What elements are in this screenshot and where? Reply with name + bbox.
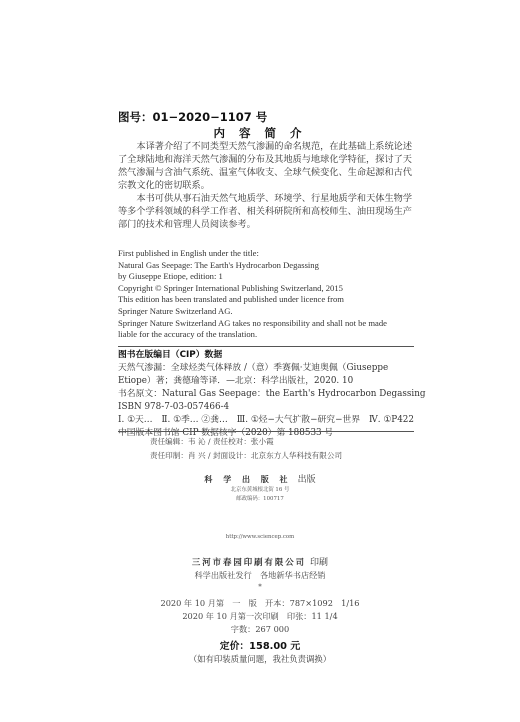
printer-suffix: 印刷 <box>310 558 329 568</box>
intro-heading: 内 容 简 介 <box>213 126 307 140</box>
edition-line-2: 2020 年 10 月第一次印刷 印张：11 1/4 <box>182 611 338 621</box>
cip-line: 书名原文：Natural Gas Seepage：the Earth's Hydrocarbon Degassing <box>118 389 426 399</box>
english-line: Springer Nature Switzerland AG. <box>118 305 233 316</box>
cip-bottom-rule <box>118 431 414 432</box>
english-line: First published in English under the title: <box>118 248 259 258</box>
publisher-address: 北京东黄城根北街 16 号 <box>230 487 290 493</box>
intro-text <box>118 140 414 231</box>
separator-mark: * <box>258 583 262 591</box>
english-line: by Giuseppe Etiope, edition: 1 <box>118 271 223 282</box>
cip-class-item: Ⅰ. ①天… <box>118 415 153 425</box>
edition-line-1: 2020 年 10 月第 一 版 开本：787×1092 1/16 <box>160 598 360 608</box>
staff-production: 责任印制：肖 兴 / 封面设计：北京东方人华科技有限公司 <box>150 451 343 460</box>
intro-paragraph-1: 本译著介绍了不同类型天然气渗漏的命名规范，在此基础上系统论述了全球陆地和海洋天然气渗漏的分布及其地质与地球化学特征，探讨了天然气渗漏与含油气系统、温室气体收支、全球气候变化、生命起源和古代宗教文化的密切联系。 <box>118 141 413 191</box>
cip-class-item: Ⅲ. ①烃−大气扩散−研究−世界 <box>236 415 361 425</box>
staff-editors: 责任编辑：韦 沁 / 责任校对：张小霞 <box>150 437 274 446</box>
intro-paragraph-2: 本书可供从事石油天然气地质学、环境学、行星地质学和天体生物学等多个学科领域的科学工作者、相关科研院所和高校师生、油田现场生产部门的技术和管理人员阅读参考。 <box>118 193 413 230</box>
quality-note: （如有印装质量问题，我社负责调换） <box>188 654 332 664</box>
cip-title: 图书在版编目（CIP）数据 <box>118 350 223 360</box>
cip-block <box>118 349 426 440</box>
registration-number: 图号：01−2020−1107 号 <box>118 110 268 124</box>
cip-number: 中国版本图书馆 CIP 数据核字（2020）第 188533 号 <box>118 428 334 438</box>
distribution-line: 科学出版社发行 各地新华书店经销 <box>194 570 326 580</box>
english-copyright-block <box>118 248 418 341</box>
price: 定价：158.00 元 <box>219 641 301 652</box>
cip-line: Etiope）著；龚德瑜等译．—北京：科学出版社，2020. 10 <box>118 376 354 386</box>
publisher-line <box>0 472 520 485</box>
english-line: liable for the accuracy of the translation. <box>118 329 258 340</box>
cip-top-rule <box>118 346 414 347</box>
cip-class-item: Ⅳ. ①P422 <box>369 415 414 425</box>
publisher-postcode: 邮政编码：100717 <box>236 496 284 502</box>
edition-line-3: 字数：267 000 <box>230 624 290 634</box>
printer-line <box>0 555 520 568</box>
printer-name: 三河市春园印刷有限公司 <box>191 557 307 567</box>
english-line: Natural Gas Seepage: The Earth's Hydrocarbon Degassing <box>118 259 319 270</box>
publisher-suffix: 出版 <box>297 475 316 485</box>
english-line: Springer Nature Switzerland AG takes no responsibility and shall not be made <box>118 317 387 328</box>
cip-line: 天然气渗漏：全球烃类气体释放 /（意）季赛佩·艾迪奥佩（Giuseppe <box>118 363 389 373</box>
english-line: This edition has been translated and published under licence from <box>118 294 344 305</box>
publisher-name: 科 学 出 版 社 <box>204 474 292 484</box>
publisher-website: http://www.sciencep.com <box>225 534 295 540</box>
cip-classification <box>118 414 414 427</box>
english-line: Copyright © Springer International Publishing Switzerland, 2015 <box>118 282 343 293</box>
cip-line: ISBN 978-7-03-057466-4 <box>118 402 230 412</box>
cip-class-item: Ⅱ. ①季… ②龚… <box>161 415 228 425</box>
